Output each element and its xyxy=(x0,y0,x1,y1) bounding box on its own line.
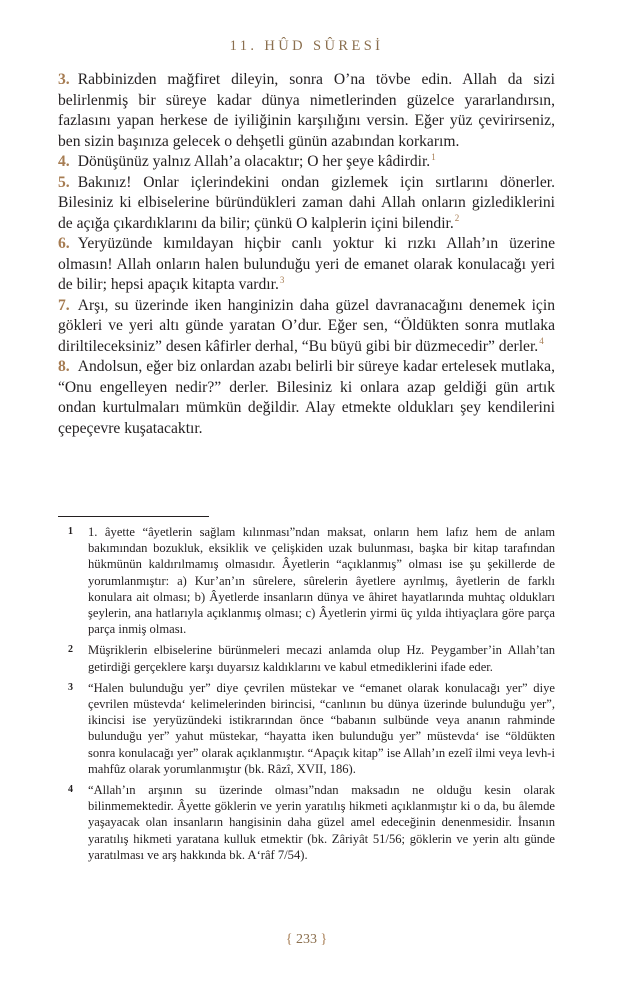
footnote-ref[interactable]: 4 xyxy=(539,336,544,347)
footnote-ref[interactable]: 3 xyxy=(279,274,285,285)
running-head: 11. HÛD SÛRESİ xyxy=(229,38,384,54)
page-number: 233 xyxy=(296,932,317,947)
verse-text: Arşı, su üzerinde iken hanginizin daha güzel davranacağını denemek için gökleri ve yeri altı günde yaratan O’dur. Eğer sen, “Öldükten sonra mutlaka diriltileceksiniz” desen kâfirler derhal, “Bu büyü gibi bir düzmecedir” derler. xyxy=(58,296,555,355)
verse xyxy=(58,152,555,173)
verse-number: 4. xyxy=(58,153,70,170)
verse-text: Yeryüzünde kımıldayan hiçbir canlı yoktur ki rızkı Allah’ın üzerine olmasın! Allah onların halen bulunduğu yeri de emanet olarak konulacağı yeri de bilir; hepsi apaçık kitapta vardır. xyxy=(58,235,555,293)
verse-number: 3. xyxy=(58,71,70,88)
verse xyxy=(58,70,555,152)
page-number-block xyxy=(58,932,555,948)
footnote-number: 2 xyxy=(68,644,73,656)
ornament-left-icon: { xyxy=(285,932,293,947)
ornament-right-icon: } xyxy=(320,932,328,947)
verse-text: Bakınız! Onlar içlerindekini ondan gizlemek için sırtlarını dönerler. Bilesiniz ki elbiselerine büründükleri zaman dahi Allah onların gizlediklerini de açığa çıkardıklarını da bilir; çünkü O kalplerin içini bilendir. xyxy=(58,173,555,232)
footnote-text: “Halen bulunduğu yer” diye çevrilen müstekar ve “emanet olarak konulacağı yer” diye çevrilen müstevda‘ kelimelerinden birincisi, “canlının bu dünya üzerinde bulunduğu yer”, ikincisi ise yeryüzündeki istikrarından önce “babanın sulbünde veya ananın rahminde bulunduğu yer” yahut müstekar, “hayatta iken bulunduğu yer” müstevda‘ ise “öldükten sonra konulacağı yer” olarak açıklanmıştır. “Apaçık kitap” ise Allah’ın ezelî ilmi veya levh-i mahfûz olarak yorumlanmıştır (bk. Râzî, XVII, 186). xyxy=(88,680,555,776)
verse-text: Dönüşünüz yalnız Allah’a olacaktır; O her şeye kâdirdir. xyxy=(77,153,431,170)
verse-number: 5. xyxy=(58,173,70,191)
footnote-number: 1 xyxy=(68,526,73,537)
verse xyxy=(58,357,555,439)
verse-number: 6. xyxy=(58,235,70,252)
verse-number: 8. xyxy=(58,358,70,375)
footnote-text: 1. âyette “âyetlerin sağlam kılınması”ndan maksat, onların hem lafız hem de anlam bakımından bozukluk, eksiklik ve çelişkiden uzak bulunması, başka bir kitap tarafından hükmünün kaldırılmamış olmasıdır. Âyetlerin “açıklanmış” olması ise şu şekillerde de yorumlanmıştır: a) Kur’an’ın sûrelere, sûrelerin âyetlere ayrılmış, âyetlerin de farklı konulara ait olması; b) Âyetlerde insanların dünya ve âhiret hayatlarında muhtaç oldukları şeylerin, ana hatlarıyla açıklanmış olması; c) Âyetlerin yirmi üç yılda ihtiyaçlara göre parça parça inmiş olması. xyxy=(88,525,555,637)
verse xyxy=(58,296,555,358)
verse xyxy=(58,173,555,235)
verse-text: Rabbinizden mağfiret dileyin, sonra O’na tövbe edin. Allah da sizi belirlenmiş bir süreye kadar dünya nimetlerinden güzelce yararlandırsın, fazlasını yapan herkese de iyiliğinin karşılığını versin. Eğer yüz çevirirseniz, ben sizin başınıza gelecek o dehşetli günün azabından korkarım. xyxy=(58,71,555,150)
verse-text: Andolsun, eğer biz onlardan azabı belirli bir süreye kadar ertelesek mutlaka, “Onu engelleyen nedir?” derler. Bilesiniz ki onlara azap geldiği gün artık ondan kurtulmaları mümkün değildir. Alay etmekte oldukları şey kendilerini çepeçevre kuşatacaktır. xyxy=(58,358,555,437)
verse xyxy=(58,234,555,296)
footnote-text: “Allah’ın arşının su üzerinde olması”ndan maksadın ne olduğu kesin olarak bilinmemektedir. Âyette göklerin ve yerin yaratılış hikmeti açıklanmıştır ki o da, bu âlemde yaşayacak olan insanların hangisinin daha güzel amel edeceğinin denenmesidir. İnsanın yaratılış hikmeti yaratana kulluk etmektir (bk. Zâriyât 51/56; göklerin ve yerin altı günde yaratılması ve arş hakkında bk. A‘râf 7/54). xyxy=(88,783,555,862)
verse-number: 7. xyxy=(58,296,70,314)
footnote xyxy=(58,680,555,777)
footnote-number: 3 xyxy=(68,681,73,693)
footnote-list xyxy=(58,524,555,868)
footnote xyxy=(58,642,555,674)
footnote xyxy=(58,524,555,637)
footnote-ref[interactable]: 1 xyxy=(431,151,436,162)
footnote-text: Müşriklerin elbiselerine bürünmeleri mecazi anlamda olup Hz. Peygamber’in Allah’tan getirdiği gerçeklere karşı duyarsız kaldıklarını ve kabul etmediklerini ifade eder. xyxy=(88,643,555,674)
footnote-ref[interactable]: 2 xyxy=(454,213,460,224)
verse-list xyxy=(58,70,555,439)
footnote xyxy=(58,782,555,863)
footnote-number: 4 xyxy=(68,784,73,796)
footnote-divider xyxy=(58,516,209,517)
